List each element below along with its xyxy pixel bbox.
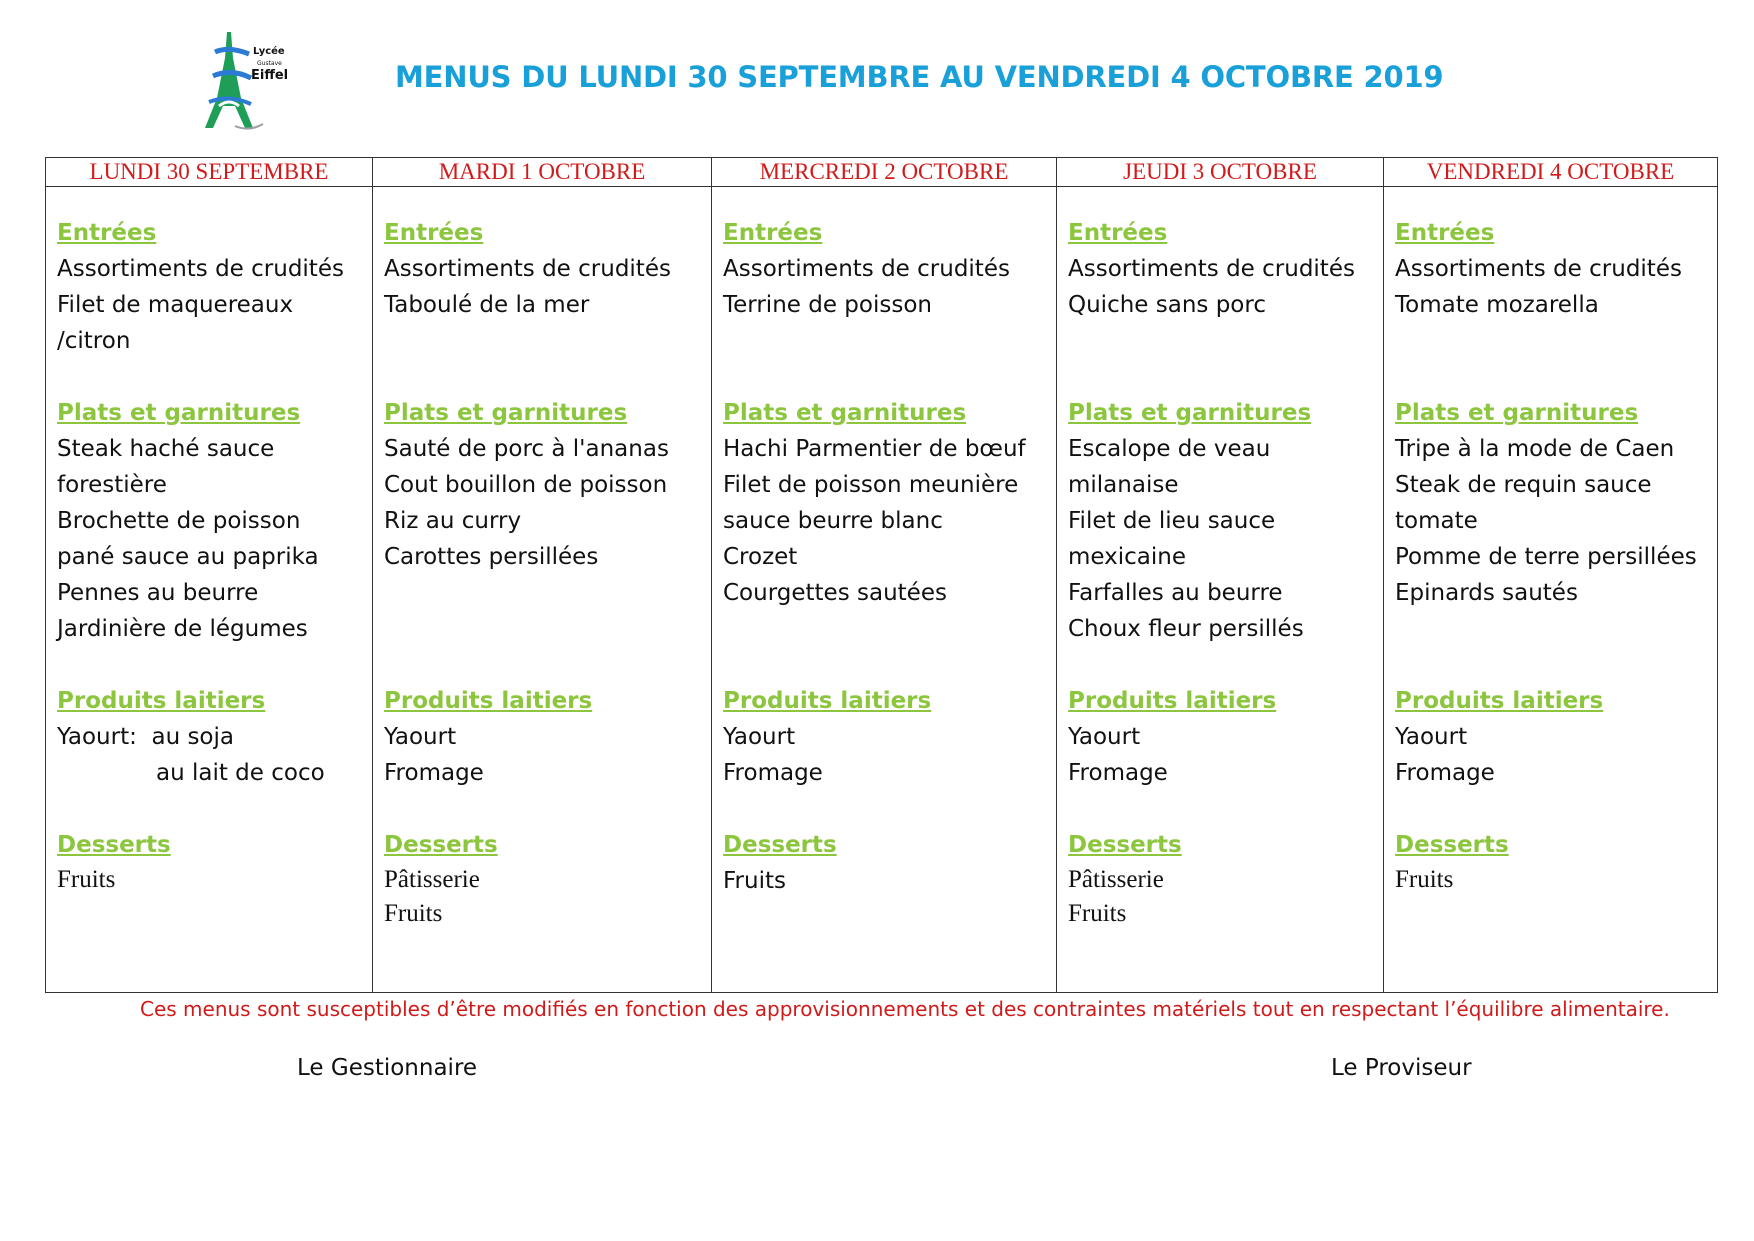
menu-item: Tomate mozarella: [1395, 292, 1599, 318]
menu-item: Fromage: [723, 760, 823, 786]
menu-item: Assortiments de crudités: [57, 256, 344, 282]
menu-change-notice: Ces menus sont susceptibles d’être modifiés en fonction des approvisionnements et des contraintes matériels tout en respectant l’équilibre alimentaire.: [140, 997, 1670, 1021]
section-heading-entrees: Entrées: [723, 220, 823, 246]
menu-item: Farfalles au beurre: [1068, 580, 1283, 606]
section-heading-desserts: Desserts: [723, 832, 837, 858]
section-heading-desserts: Desserts: [1395, 832, 1509, 858]
menu-item: Filet de poisson meunière: [723, 472, 1019, 498]
school-logo: [205, 28, 300, 136]
menu-item: tomate: [1395, 508, 1478, 534]
section-heading-laitiers: Produits laitiers: [57, 688, 266, 714]
menu-item: Yaourt: [1395, 724, 1468, 750]
menu-item: Fruits: [384, 900, 443, 927]
menu-item: Pomme de terre persillées: [1395, 544, 1697, 570]
menu-item: forestière: [57, 472, 167, 498]
menu-item: Terrine de poisson: [723, 292, 932, 318]
menu-item: sauce beurre blanc: [723, 508, 943, 534]
logo-text-lycee: Lycée: [253, 46, 285, 57]
menu-item: milanaise: [1068, 472, 1179, 498]
section-heading-plats: Plats et garnitures: [1068, 400, 1312, 426]
menu-item: Yaourt: [1068, 724, 1141, 750]
section-heading-laitiers: Produits laitiers: [1068, 688, 1277, 714]
menu-item: Assortiments de crudités: [384, 256, 671, 282]
section-heading-entrees: Entrées: [1068, 220, 1168, 246]
day-header: MARDI 1 OCTOBRE: [373, 158, 712, 187]
menu-item: Fromage: [1395, 760, 1495, 786]
menu-item: Filet de maquereaux: [57, 292, 294, 318]
menu-item: pané sauce au paprika: [57, 544, 319, 570]
section-heading-entrees: Entrées: [1395, 220, 1495, 246]
logo-text-gustave: Gustave: [257, 60, 282, 67]
section-heading-plats: Plats et garnitures: [723, 400, 967, 426]
menu-item: Tripe à la mode de Caen: [1395, 436, 1675, 462]
menu-item: Steak de requin sauce: [1395, 472, 1652, 498]
menu-item: Fruits: [723, 868, 786, 894]
day-menu-vendredi: [1384, 187, 1718, 993]
menu-item: Fruits: [1068, 900, 1127, 927]
page-title: MENUS DU LUNDI 30 SEPTEMBRE AU VENDREDI 4 OCTOBRE 2019: [395, 60, 1444, 94]
section-heading-laitiers: Produits laitiers: [723, 688, 932, 714]
menu-item: Filet de lieu sauce: [1068, 508, 1276, 534]
section-heading-entrees: Entrées: [57, 220, 157, 246]
menu-item: Fromage: [1068, 760, 1168, 786]
menu-item: mexicaine: [1068, 544, 1187, 570]
menu-item: au lait de coco: [156, 760, 325, 786]
logo-text-eiffel: Eiffel: [251, 68, 289, 83]
menu-item: Fruits: [57, 866, 116, 893]
section-heading-desserts: Desserts: [384, 832, 498, 858]
day-header: JEUDI 3 OCTOBRE: [1057, 158, 1384, 187]
menu-item: Taboulé de la mer: [384, 292, 590, 318]
menu-item: Pâtisserie: [384, 866, 480, 893]
menu-row: [46, 187, 1718, 993]
day-menu-mercredi: [712, 187, 1057, 993]
day-header: LUNDI 30 SEPTEMBRE: [46, 158, 373, 187]
menu-item: Yaourt: [384, 724, 457, 750]
section-heading-plats: Plats et garnitures: [384, 400, 628, 426]
section-heading-plats: Plats et garnitures: [1395, 400, 1639, 426]
menu-item: Fromage: [384, 760, 484, 786]
day-header-row: [46, 158, 1718, 187]
section-heading-plats: Plats et garnitures: [57, 400, 301, 426]
day-menu-mardi: [373, 187, 712, 993]
menu-item: Fruits: [1395, 866, 1454, 893]
menu-item: Hachi Parmentier de bœuf: [723, 436, 1026, 462]
menu-item: Yaourt: [723, 724, 796, 750]
menu-item: Jardinière de légumes: [57, 616, 308, 642]
section-heading-entrees: Entrées: [384, 220, 484, 246]
menu-item: Assortiments de crudités: [723, 256, 1010, 282]
menu-item: Riz au curry: [384, 508, 522, 534]
menu-item: Epinards sautés: [1395, 580, 1578, 606]
day-header: VENDREDI 4 OCTOBRE: [1384, 158, 1718, 187]
section-heading-laitiers: Produits laitiers: [1395, 688, 1604, 714]
menu-item: Crozet: [723, 544, 798, 570]
menu-item: Pâtisserie: [1068, 866, 1164, 893]
menu-item: Quiche sans porc: [1068, 292, 1266, 318]
menu-item: Steak haché sauce: [57, 436, 275, 462]
menu-item: Assortiments de crudités: [1395, 256, 1682, 282]
signature-gestionnaire: Le Gestionnaire: [297, 1055, 478, 1081]
day-menu-jeudi: [1057, 187, 1384, 993]
menu-item: Brochette de poisson: [57, 508, 301, 534]
menu-item: Choux fleur persillés: [1068, 616, 1304, 642]
menu-item: Cout bouillon de poisson: [384, 472, 668, 498]
menu-item: Carottes persillées: [384, 544, 599, 570]
menu-item: Assortiments de crudités: [1068, 256, 1355, 282]
signature-proviseur: Le Proviseur: [1331, 1055, 1472, 1081]
section-heading-desserts: Desserts: [1068, 832, 1182, 858]
section-heading-laitiers: Produits laitiers: [384, 688, 593, 714]
menu-item: Yaourt: au soja: [57, 724, 234, 750]
day-menu-lundi: [46, 187, 373, 993]
menu-item: Sauté de porc à l'ananas: [384, 436, 669, 462]
menu-item: Courgettes sautées: [723, 580, 947, 606]
weekly-menu-table: [45, 157, 1718, 993]
menu-item: Pennes au beurre: [57, 580, 259, 606]
section-heading-desserts: Desserts: [57, 832, 171, 858]
day-header: MERCREDI 2 OCTOBRE: [712, 158, 1057, 187]
menu-item: Escalope de veau: [1068, 436, 1271, 462]
menu-item: /citron: [57, 328, 131, 354]
